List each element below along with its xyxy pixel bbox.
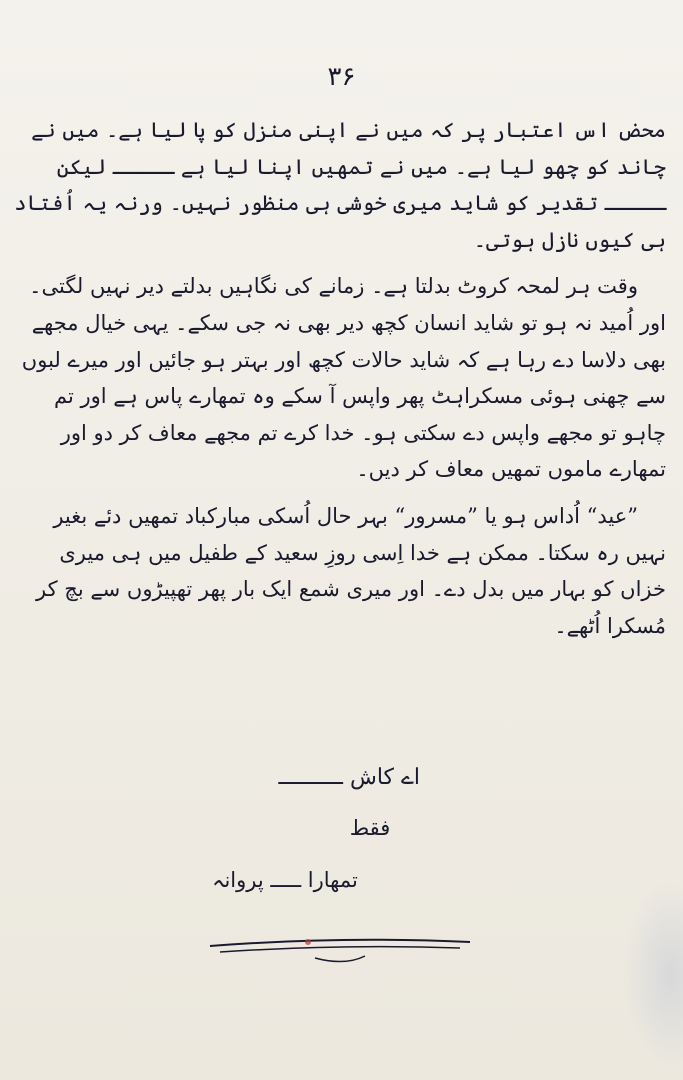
paper-stain — [623, 880, 683, 1070]
divider-ornament — [205, 932, 475, 972]
closing-line: اے کاش ــــــــــ — [278, 765, 420, 790]
paragraph-1: محض اس اعتبار پر کہ میں نے اپنی منزل کو پا لیا ہے۔ میں نے چاند کو چھو لیا ہے۔ میں نے تمھیں اپنا لیا ہے ـــــ لیکن ـــــ تقدیر کو شاید میری خوشی ہی منظور نہیں۔ ورنہ یہ اُفتاد ہی کیوں نازل ہوتی۔ — [14, 118, 666, 252]
page-number: ۳۶ — [327, 62, 356, 92]
letter-body — [14, 112, 666, 654]
paragraph-2: وقت ہر لمحہ کروٹ بدلتا ہے۔ زمانے کی نگاہیں بدلتے دیر نہیں لگتی۔ اور اُمید نہ ہو تو شاید انسان کچھ دیر بھی نہ جی سکے۔ یہی خیال مجھے بھی دلاسا دے رہا ہے کہ شاید حالات کچھ اور بہتر ہو جائیں اور میرے لبوں سے چھنی ہوئی مسکراہٹ پھر واپس آ سکے وہ تمھارے پاس ہے اور تم چاہو تو مجھے واپس دے سکتی ہو۔ خدا کرے تم مجھے معاف کر دو اور تمھارے ماموں تمھیں معاف کر دیں۔ — [21, 274, 666, 482]
signature: تمھارا ـــــ پروانہ — [212, 868, 358, 892]
paragraph-3: ”عید“ اُداس ہو یا ”مسرور“ بہر حال اُسکی مبارکباد تمھیں دئے بغیر نہیں رہ سکتا۔ ممکن ہے خدا اِسی روزِ سعید کے طفیل میں ہی میری خزاں کو بہار میں بدل دے۔ اور میری شمع ایک بار پھر تھپیڑوں سے بچ کر مُسکرا اُٹھے۔ — [36, 503, 666, 638]
closing-word: فقط — [349, 816, 391, 840]
